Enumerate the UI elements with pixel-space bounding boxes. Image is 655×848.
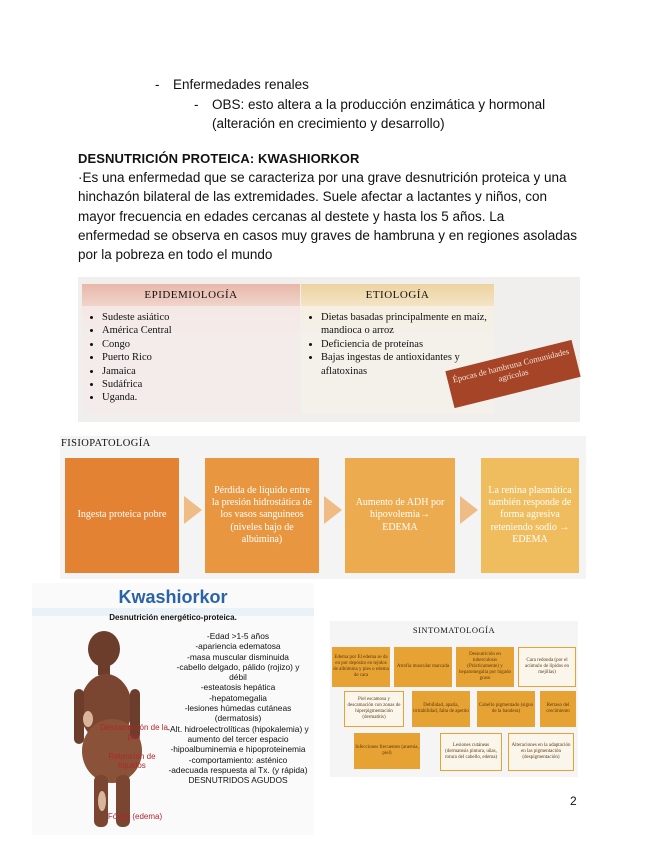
epidemiology-item: • Uganda.: [102, 391, 300, 404]
symptom-box: Cara redonda (por el acúmulo de lípidos en mejillas): [518, 647, 576, 687]
kwashiorkor-feature: -esteatosis hepática: [200, 682, 276, 693]
symptom-box: Edema por El edema se da en por depósito en tejidos de albúmina y pies o edema de cara: [332, 647, 390, 687]
flow-arrow-icon: [184, 496, 202, 524]
flow-arrow-icon: [324, 496, 342, 524]
etiology-item: • Deficiencia de proteínas: [321, 338, 494, 351]
etiology-ribbon: Épocas de hambruna Comunidades agrícolas: [445, 340, 580, 408]
section-paragraph: ·Es una enfermedad que se caracteriza por una grave desnutrición proteica y una hinchazón bilateral de las extremidades. Suele afectar a lactantes y niños, con mayor frecuencia en edades cercanas al destete y hasta los 5 años. La enfermedad se observa en casos muy graves de hambruna y en regiones asoladas por la pobreza en todo el mundo: [78, 170, 578, 263]
bullet-renal: [155, 77, 309, 92]
label-retencion: Retención de líquidos: [108, 752, 156, 770]
section-heading: DESNUTRICIÓN PROTEICA: KWASHIORKOR: [78, 151, 360, 166]
epidemiology-list: [82, 311, 300, 405]
etiology-item: • Bajas ingestas de antioxidantes y aflatoxinas: [321, 351, 494, 378]
kwashiorkor-feature: -adecuada respuesta al Tx. (y rápida): [168, 764, 308, 775]
symptomatology-title: SINTOMATOLOGÍA: [412, 625, 496, 635]
symptom-box: Debilidad, apatía, irritabilidad, falta de apetito: [412, 691, 470, 727]
symptom-box: Retraso del crecimiento: [540, 691, 576, 727]
kwashiorkor-title: Kwashiorkor: [118, 587, 228, 607]
epidemiology-item: • Puerto Rico: [102, 351, 300, 364]
flow-arrow-icon: [460, 496, 478, 524]
epidemiology-item: • Sudáfrica: [102, 378, 300, 391]
page-number: 2: [570, 794, 577, 808]
symptom-box: Atrofia muscular marcada: [394, 647, 452, 687]
etiology-item: • Dietas basadas principalmente en maíz, mandioca o arroz: [321, 311, 494, 338]
kwashiorkor-feature: -cabello delgado, pálido (rojizo) y débil: [176, 661, 300, 683]
symptomatology-figure: [330, 621, 578, 777]
symptom-box: Lesiones cutáneas (dermatosis pintura, uñas, rotura del cabello, edema): [440, 733, 502, 771]
bullet-text: Enfermedades renales: [173, 77, 309, 92]
epidemiology-title: EPIDEMIOLOGÍA: [82, 284, 300, 306]
symptom-box: Alteraciones en la adaptación en las pigmentación (despigmentación): [508, 733, 574, 771]
kwashiorkor-feature: -Alt. hidroelectrolíticas (hipokalemia) y aumento del tercer espacio: [167, 723, 309, 744]
kwashiorkor-feature: -apariencia edematosa: [195, 641, 281, 652]
kwashiorkor-feature: -Edad >1-5 años: [206, 631, 270, 641]
flow-step-2: Pérdida de líquido entre la presión hidrostática de los vasos sanguíneos (niveles bajo de albúmina): [205, 458, 319, 573]
etiology-title: ETIOLOGÍA: [301, 284, 494, 306]
kwashiorkor-feature: -lesiones húmedas cutáneas (dermatosis): [184, 703, 292, 724]
kwashiorkor-feature: -comportamiento: asténico: [188, 754, 288, 765]
bullet-dash: -: [194, 97, 199, 112]
symptom-box: Infecciones frecuentes (anemia, piel): [354, 733, 420, 769]
label-descamacion: Descamación de la piel: [99, 723, 169, 741]
flow-step-1: Ingesta proteica pobre: [65, 458, 179, 573]
epidemiology-item: • Jamaica: [102, 365, 300, 378]
flow-step-4: La renina plasmática también responde de forma agresiva reteniendo sodio → EDEMA: [481, 458, 579, 573]
epidemiology-item: • Congo: [102, 338, 300, 351]
bullet-text: OBS: esto altera a la producción enzimática y hormonal (alteración en crecimiento y desarrollo): [212, 97, 546, 131]
epidemiology-item: • Sudeste asiático: [102, 311, 300, 324]
physiopathology-figure: [60, 436, 586, 579]
epidemiology-etiology-figure: [78, 277, 580, 422]
kwashiorkor-features: [167, 631, 309, 785]
epidemiology-card: [82, 284, 300, 414]
flow-step-3: Aumento de ADH por hipovolemia→ EDEMA: [345, 458, 455, 573]
kwashiorkor-feature: -hepatomegalia: [209, 692, 267, 703]
symptom-box: Cabello pigmentado (signo de la bandera): [477, 691, 535, 727]
label-fovea: Fóvea (edema): [107, 812, 163, 821]
kwashiorkor-figure: [32, 583, 314, 835]
kwashiorkor-feature: -masa muscular disminuida: [187, 651, 289, 662]
symptom-box: Desnutrición en tuberculosis (Prácticamente) y hepatomegalia por hígado graso: [456, 647, 514, 687]
physiopathology-title: FISIOPATOLOGÍA: [61, 438, 151, 449]
epidemiology-item: • América Central: [102, 324, 300, 337]
kwashiorkor-feature: DESNUTRIDOS AGUDOS: [188, 775, 288, 786]
kwashiorkor-feature: -hipoalbuminemia e hipoproteinemia: [170, 744, 306, 755]
symptom-box: Piel escamosa y descamación con zonas de hiperpigmentación (dermatitis): [344, 691, 404, 727]
kwashiorkor-subtitle: Desnutrición energético-proteica.: [109, 613, 237, 622]
bullet-obs: [194, 95, 572, 133]
bullet-dash: -: [155, 77, 160, 92]
